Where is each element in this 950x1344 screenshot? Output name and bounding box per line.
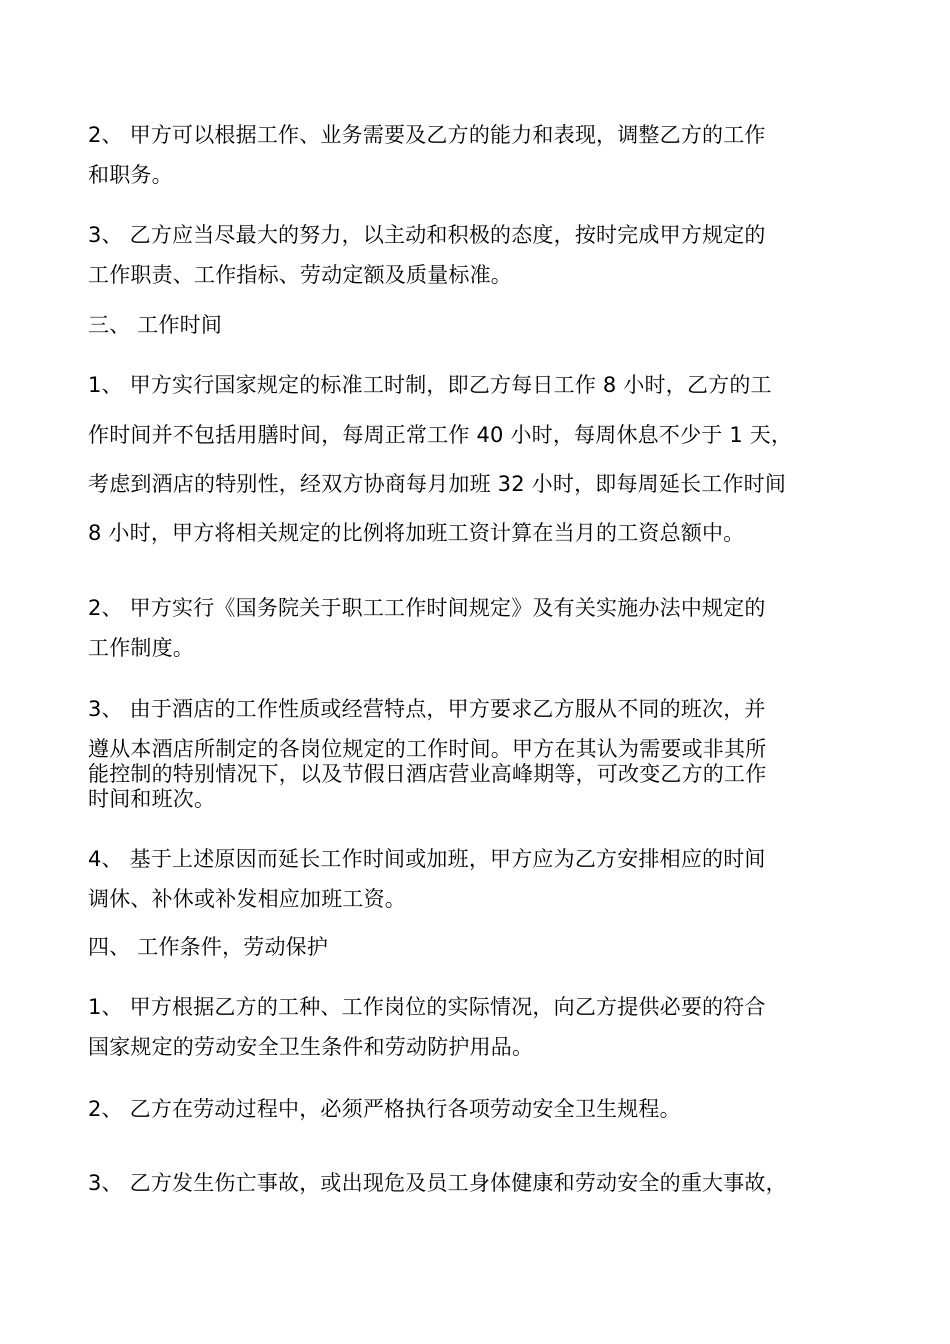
text-line: 3、 由于酒店的工作性质或经营特点，甲方要求乙方服从不同的班次，并 [88,697,766,721]
text-line: 工作职责、工作指标、劳动定额及质量标准。 [88,263,512,287]
text-line: 2、 甲方可以根据工作、业务需要及乙方的能力和表现，调整乙方的工作 [88,123,766,147]
text-line: 8 小时，甲方将相关规定的比例将加班工资计算在当月的工资总额中。 [88,521,745,545]
text-line: 3、 乙方发生伤亡事故，或出现危及员工身体健康和劳动安全的重大事故， [88,1171,787,1195]
text-line: 1、 甲方实行国家规定的标准工时制，即乙方每日工作 8 小时，乙方的工 [88,373,772,397]
text-line: 作时间并不包括用膳时间，每周正常工作 40 小时，每周休息不少于 1 天， [88,423,793,447]
text-line: 2、 乙方在劳动过程中，必须严格执行各项劳动安全卫生规程。 [88,1097,681,1121]
text-line: 3、 乙方应当尽最大的努力，以主动和积极的态度，按时完成甲方规定的 [88,223,766,247]
text-line: 1、 甲方根据乙方的工种、工作岗位的实际情况，向乙方提供必要的符合 [88,995,766,1019]
text-line: 国家规定的劳动安全卫生条件和劳动防护用品。 [88,1035,534,1059]
text-line: 和职务。 [88,163,173,187]
text-line: 时间和班次。 [88,787,216,811]
section-heading: 四、 工作条件，劳动保护 [88,935,329,959]
text-line: 考虑到酒店的特别性，经双方协商每月加班 32 小时，即每周延长工作时间 [88,472,787,496]
text-line: 调休、补休或补发相应加班工资。 [88,887,406,911]
text-line: 工作制度。 [88,636,194,660]
text-line: 4、 基于上述原因而延长工作时间或加班，甲方应为乙方安排相应的时间 [88,847,766,871]
text-line: 遵从本酒店所制定的各岗位规定的工作时间。甲方在其认为需要或非其所 [88,737,767,761]
text-line: 2、 甲方实行《国务院关于职工工作时间规定》及有关实施办法中规定的 [88,596,766,620]
text-line: 能控制的特别情况下，以及节假日酒店营业高峰期等，可改变乙方的工作 [88,762,767,786]
section-heading: 三、 工作时间 [88,313,223,337]
